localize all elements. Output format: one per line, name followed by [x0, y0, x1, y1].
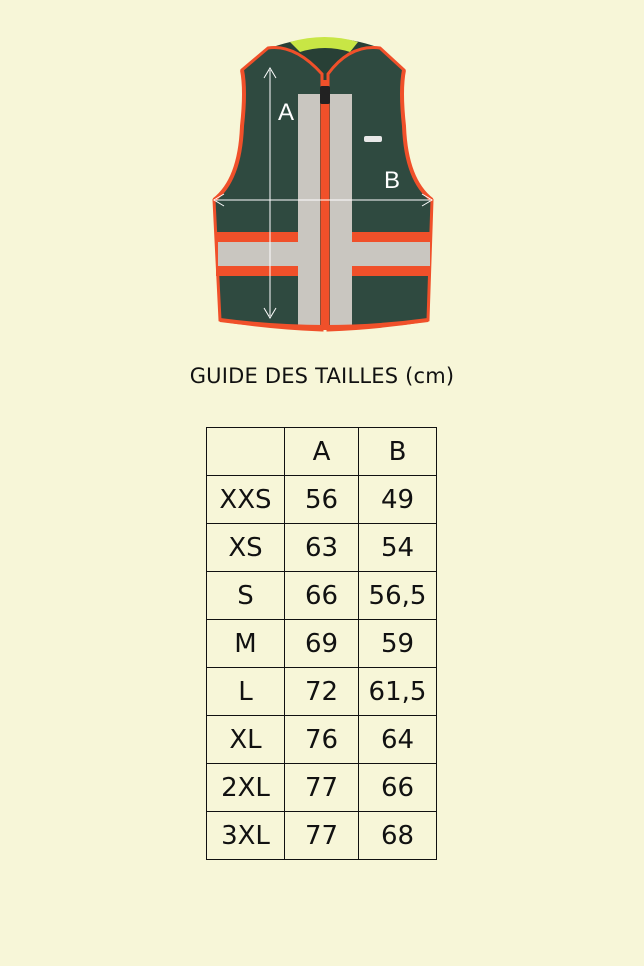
size-guide-title: GUIDE DES TAILLES (cm): [189, 364, 455, 388]
size-cell: 2XL: [207, 764, 285, 812]
value-a-cell: 56: [285, 476, 359, 524]
value-a-cell: 63: [285, 524, 359, 572]
table-row: [207, 524, 437, 572]
value-b-cell: 49: [359, 476, 437, 524]
value-b-cell: 66: [359, 764, 437, 812]
vest-image: [200, 30, 450, 340]
value-a-cell: 77: [285, 764, 359, 812]
header-cell: [207, 428, 285, 476]
size-cell: 3XL: [207, 812, 285, 860]
table-row: [207, 716, 437, 764]
measure-a-label: A: [278, 99, 295, 126]
size-cell: XL: [207, 716, 285, 764]
value-a-cell: 66: [285, 572, 359, 620]
header-cell: A: [285, 428, 359, 476]
value-a-cell: 77: [285, 812, 359, 860]
table-row: [207, 668, 437, 716]
table-row: [207, 812, 437, 860]
header-cell: B: [359, 428, 437, 476]
vest-illustration: [200, 30, 450, 340]
value-b-cell: 68: [359, 812, 437, 860]
size-cell: XS: [207, 524, 285, 572]
size-cell: XXS: [207, 476, 285, 524]
value-a-cell: 72: [285, 668, 359, 716]
value-b-cell: 54: [359, 524, 437, 572]
table-row: [207, 620, 437, 668]
value-a-cell: 76: [285, 716, 359, 764]
table-header-row: [207, 428, 437, 476]
table-row: [207, 476, 437, 524]
value-b-cell: 64: [359, 716, 437, 764]
table-row: [207, 572, 437, 620]
table-row: [207, 764, 437, 812]
size-table: [206, 427, 437, 860]
value-b-cell: 56,5: [359, 572, 437, 620]
value-b-cell: 61,5: [359, 668, 437, 716]
measure-b-label: B: [384, 167, 401, 194]
value-a-cell: 69: [285, 620, 359, 668]
size-cell: M: [207, 620, 285, 668]
value-b-cell: 59: [359, 620, 437, 668]
size-cell: S: [207, 572, 285, 620]
size-cell: L: [207, 668, 285, 716]
